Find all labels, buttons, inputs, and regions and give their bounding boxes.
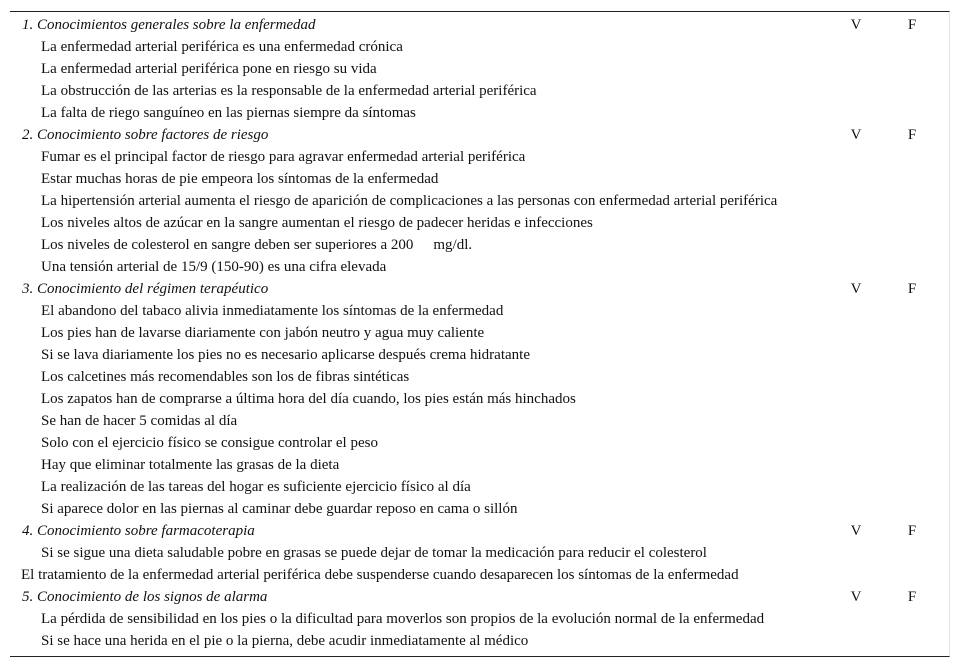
question-row [10, 432, 949, 454]
question-row [10, 454, 949, 476]
true-column-label: V [850, 281, 862, 297]
section-header-1 [10, 14, 949, 36]
question-row [10, 80, 949, 102]
question-text: Una tensión arterial de 15/9 (150-90) es una cifra elevada [41, 259, 387, 275]
section-title: 4. Conocimiento sobre farmacoterapia [22, 523, 255, 539]
question-text-with-unit [41, 234, 472, 256]
section-title: 1. Conocimientos generales sobre la enfermedad [22, 17, 316, 33]
question-text: La hipertensión arterial aumenta el riesgo de aparición de complicaciones a las personas con enfermedad arterial periférica [41, 193, 778, 209]
question-text: Si se sigue una dieta saludable pobre en grasas se puede dejar de tomar la medicación para reducir el colesterol [41, 545, 707, 561]
question-row [10, 498, 949, 520]
section-title: 2. Conocimiento sobre factores de riesgo [22, 127, 269, 143]
question-row [10, 608, 949, 630]
question-text: Estar muchas horas de pie empeora los síntomas de la enfermedad [41, 171, 439, 187]
question-text: Si se hace una herida en el pie o la pierna, debe acudir inmediatamente al médico [41, 633, 529, 649]
section-header-5 [10, 586, 949, 608]
question-text: Los zapatos han de comprarse a última hora del día cuando, los pies están más hinchados [41, 391, 576, 407]
question-text: Solo con el ejercicio físico se consigue controlar el peso [41, 435, 378, 451]
section-title: 5. Conocimiento de los signos de alarma [22, 589, 268, 605]
question-text: La enfermedad arterial periférica es una enfermedad crónica [41, 39, 403, 55]
question-text: Fumar es el principal factor de riesgo para agravar enfermedad arterial periférica [41, 149, 526, 165]
false-column-label: F [907, 281, 917, 297]
question-text: El tratamiento de la enfermedad arterial periférica debe suspenderse cuando desaparecen los síntomas de la enfermedad [21, 567, 739, 583]
true-column-label: V [850, 523, 862, 539]
question-row [10, 58, 949, 80]
question-row [10, 388, 949, 410]
question-row [10, 344, 949, 366]
question-row [10, 36, 949, 58]
true-column-label: V [850, 589, 862, 605]
question-row [10, 190, 949, 212]
question-text: La realización de las tareas del hogar es suficiente ejercicio físico al día [41, 479, 471, 495]
section-header-3 [10, 278, 949, 300]
question-text: Los niveles altos de azúcar en la sangre aumentan el riesgo de padecer heridas e infecciones [41, 215, 593, 231]
section-title: 3. Conocimiento del régimen terapéutico [22, 281, 269, 297]
cholesterol-unit: mg/dl. [433, 237, 473, 253]
question-text: La enfermedad arterial periférica pone en riesgo su vida [41, 61, 377, 77]
question-row [10, 234, 949, 256]
question-row [10, 366, 949, 388]
question-text: Los calcetines más recomendables son los de fibras sintéticas [41, 369, 410, 385]
question-row [10, 146, 949, 168]
true-column-label: V [850, 127, 862, 143]
question-row [10, 410, 949, 432]
true-column-label: V [850, 17, 862, 33]
question-row [10, 564, 949, 586]
question-row [10, 168, 949, 190]
question-text: La falta de riego sanguíneo en las piernas siempre da síntomas [41, 105, 416, 121]
question-row [10, 322, 949, 344]
questionnaire-table [10, 11, 950, 657]
question-text: Si se lava diariamente los pies no es necesario aplicarse después crema hidratante [41, 347, 530, 363]
question-row [10, 542, 949, 564]
question-row [10, 212, 949, 234]
section-header-2 [10, 124, 949, 146]
question-row [10, 102, 949, 124]
false-column-label: F [907, 17, 917, 33]
question-text: Hay que eliminar totalmente las grasas de la dieta [41, 457, 340, 473]
false-column-label: F [907, 127, 917, 143]
false-column-label: F [907, 523, 917, 539]
question-text: El abandono del tabaco alivia inmediatamente los síntomas de la enfermedad [41, 303, 504, 319]
question-text: La obstrucción de las arterias es la responsable de la enfermedad arterial periférica [41, 83, 537, 99]
question-text: Se han de hacer 5 comidas al día [41, 413, 238, 429]
question-row [10, 256, 949, 278]
question-row [10, 300, 949, 322]
section-header-4 [10, 520, 949, 542]
question-text: La pérdida de sensibilidad en los pies o la dificultad para moverlos son propios de la evolución normal de la enfermedad [41, 611, 765, 627]
false-column-label: F [907, 589, 917, 605]
question-text: Los niveles de colesterol en sangre deben ser superiores a 200 [41, 237, 414, 253]
question-row [10, 630, 949, 652]
question-text: Los pies han de lavarse diariamente con jabón neutro y agua muy caliente [41, 325, 485, 341]
question-text: Si aparece dolor en las piernas al caminar debe guardar reposo en cama o sillón [41, 501, 518, 517]
question-row [10, 476, 949, 498]
